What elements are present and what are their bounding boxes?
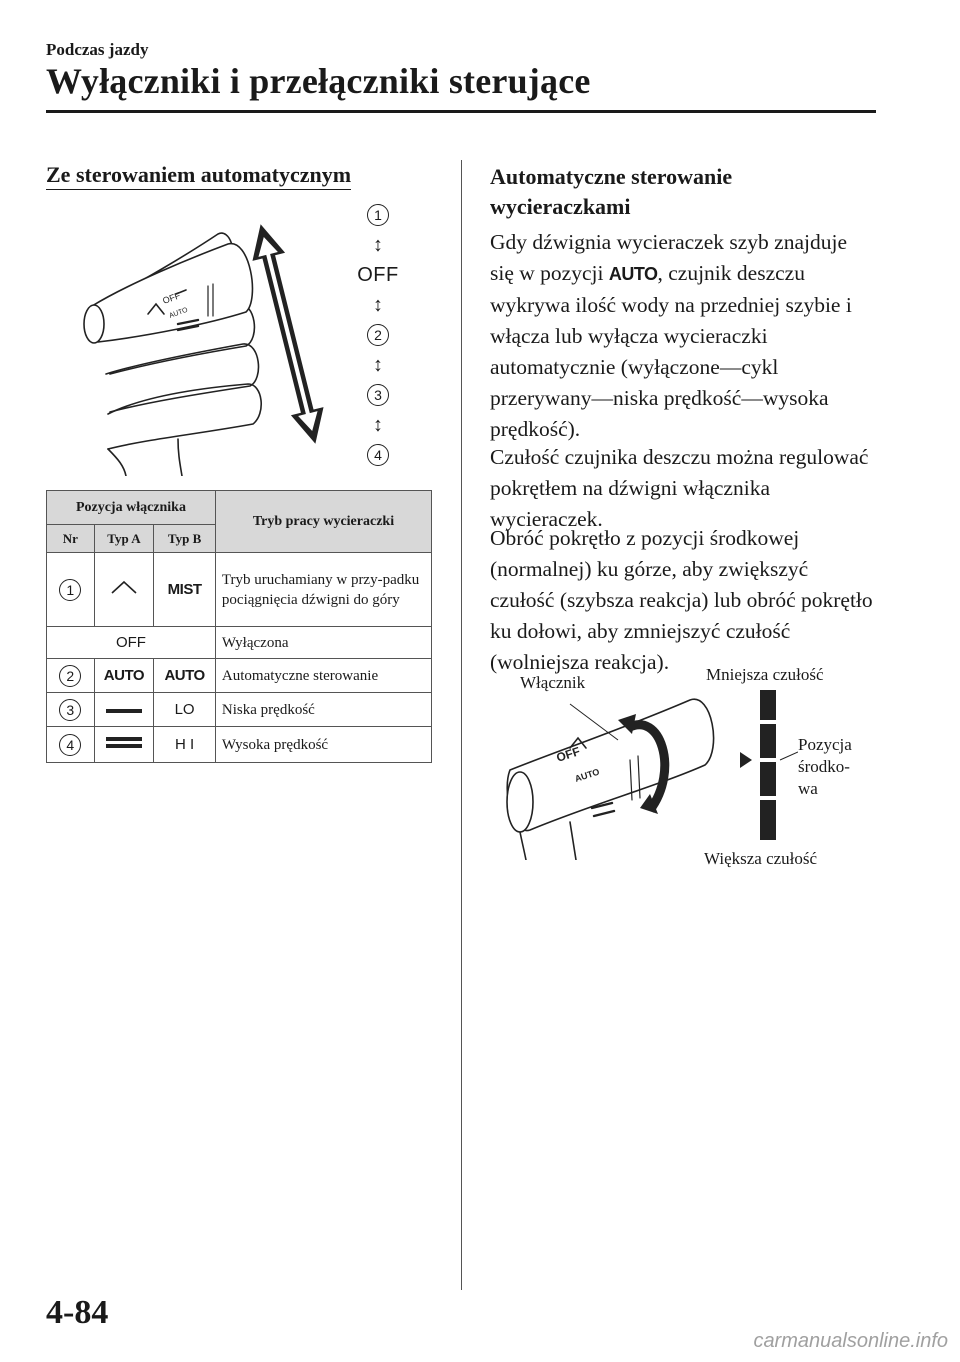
table-header-type-a: Typ A (94, 525, 154, 553)
page-number: 4-84 (46, 1294, 109, 1331)
auto-label: AUTO (164, 666, 205, 684)
position-off-label: OFF (357, 263, 399, 286)
mist-caret-icon (110, 579, 138, 595)
mist-label: MIST (167, 580, 202, 598)
mode-description: Niska prędkość (215, 693, 431, 727)
title-rule (46, 110, 876, 113)
auto-inline-label: AUTO (608, 264, 658, 284)
right-heading: Automatyczne sterowanie wycieraczkami (490, 164, 733, 219)
mode-description: Tryb uruchamiany w przy-padku pociągnięcia dźwigni do góry (215, 553, 431, 627)
knob-off-label: OFF (554, 744, 582, 765)
sensitivity-scale-icon (738, 690, 798, 840)
knob-auto-label: AUTO (573, 766, 601, 784)
table-header-position: Pozycja włącznika (47, 491, 216, 525)
sensitivity-knob-illustration (500, 690, 740, 860)
lo-label: LO (174, 700, 195, 718)
column-divider (461, 160, 462, 1290)
table-header-nr: Nr (47, 525, 95, 553)
lo-bar-icon (106, 709, 142, 713)
off-label: OFF (115, 633, 146, 651)
row-badge: 4 (59, 734, 81, 756)
position-badge-4: 4 (367, 444, 389, 466)
table-row (47, 727, 432, 763)
row-badge: 2 (59, 665, 81, 687)
svg-text:AUTO: AUTO (168, 306, 189, 320)
svg-text:OFF: OFF (161, 290, 182, 306)
section-label: Podczas jazdy (46, 40, 149, 59)
up-down-arrow-icon: ↕ (373, 294, 383, 316)
label-less-sensitivity: Mniejsza czułość (706, 665, 824, 684)
lever-position-sequence (348, 200, 408, 470)
label-more-sensitivity: Większa czułość (704, 849, 818, 868)
table-header-type-b: Typ B (154, 525, 216, 553)
table-row (47, 553, 432, 627)
row-badge: 1 (59, 579, 81, 601)
mode-description: Wysoka prędkość (215, 727, 431, 763)
mode-description: Automatyczne sterowanie (215, 659, 431, 693)
paragraph-text: , czujnik deszczu wykrywa ilość wody na przedniej szybie i włącza lub wyłącza wycieraczki automatycznie (wyłączone—cykl przerywany—niska prędkość—wysoka prędkość). (490, 261, 852, 441)
position-badge-1: 1 (367, 204, 389, 226)
mode-description: Wyłączona (215, 627, 431, 659)
paragraph-auto-mode (490, 227, 876, 445)
left-heading: Ze sterowaniem automatycznym (46, 162, 351, 190)
hi-bars-icon (106, 737, 142, 748)
watermark: carmanualsonline.info (753, 1330, 948, 1352)
table-header-mode: Tryb pracy wycieraczki (215, 491, 431, 553)
table-row (47, 627, 432, 659)
paragraph-sensitivity: Czułość czujnika deszczu można regulować pokrętłem na dźwigni włącznika wycieraczek. (490, 445, 869, 531)
paragraph-text: Gdy dźwignia wycieraczek szyb znajduje się w pozycji (490, 230, 847, 285)
position-badge-3: 3 (367, 384, 389, 406)
label-switch: Włącznik (520, 673, 586, 692)
wiper-lever-illustration (78, 214, 348, 476)
label-center-position: Pozycja środko-wa (798, 735, 852, 798)
row-badge: 3 (59, 699, 81, 721)
up-down-arrow-icon: ↕ (373, 414, 383, 436)
paragraph-rotate-instructions: Obróć pokrętło z pozycji środkowej (normalnej) ku górze, aby zwiększyć czułość (szybsza reakcja) lub obróć pokrętło ku dołowi, aby zmniejszyć czułość (wolniejsza reakcja). (490, 526, 873, 674)
up-down-arrow-icon: ↕ (373, 354, 383, 376)
table-row (47, 659, 432, 693)
table-row (47, 693, 432, 727)
hi-label: H I (175, 735, 195, 753)
position-badge-2: 2 (367, 324, 389, 346)
auto-label: AUTO (103, 666, 145, 684)
up-down-arrow-icon: ↕ (373, 234, 383, 256)
page-title: Wyłączniki i przełączniki sterujące (46, 61, 591, 101)
wiper-modes-table (46, 490, 432, 763)
